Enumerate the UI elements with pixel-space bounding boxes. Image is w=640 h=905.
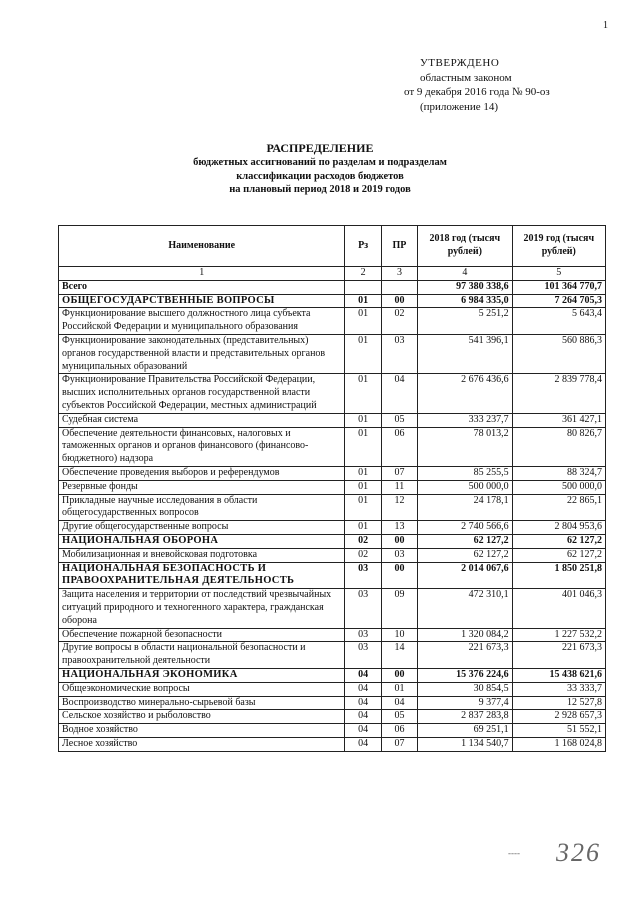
row-value-2019: 7 264 705,3 [512, 294, 605, 308]
stamp-dash: ---- [508, 848, 520, 858]
table-row [59, 466, 606, 480]
row-value-2018: 500 000,0 [418, 480, 512, 494]
row-value-2018: 1 134 540,7 [418, 737, 512, 751]
row-pr: 07 [381, 737, 417, 751]
table-section-row [59, 294, 606, 308]
table-section-row [59, 562, 606, 589]
row-rz: 04 [345, 737, 381, 751]
table-row [59, 280, 606, 294]
table-row [59, 696, 606, 710]
row-pr: 14 [381, 642, 417, 669]
table-row [59, 413, 606, 427]
row-value-2019: 15 438 621,6 [512, 668, 605, 682]
column-number: 5 [512, 267, 605, 281]
row-name: Водное хозяйство [59, 724, 345, 738]
row-name: Функционирование Правительства Российской Федерации, высших исполнительных органов государственной власти субъектов Российской Федерации, местных администраций [59, 374, 345, 413]
table-row [59, 710, 606, 724]
row-rz: 02 [345, 548, 381, 562]
page-number: 1 [603, 20, 608, 31]
row-rz: 04 [345, 668, 381, 682]
row-name: НАЦИОНАЛЬНАЯ БЕЗОПАСНОСТЬ И ПРАВООХРАНИТЕЛЬНАЯ ДЕЯТЕЛЬНОСТЬ [59, 562, 345, 589]
table-row [59, 589, 606, 628]
row-pr: 00 [381, 534, 417, 548]
row-value-2018: 333 237,7 [418, 413, 512, 427]
row-pr: 12 [381, 494, 417, 521]
row-value-2019: 2 928 657,3 [512, 710, 605, 724]
row-pr: 01 [381, 682, 417, 696]
row-rz: 03 [345, 642, 381, 669]
row-name: ОБЩЕГОСУДАРСТВЕННЫЕ ВОПРОСЫ [59, 294, 345, 308]
table-section-row [59, 534, 606, 548]
row-value-2019: 1 227 532,2 [512, 628, 605, 642]
table-row [59, 642, 606, 669]
row-value-2019: 2 804 953,6 [512, 521, 605, 535]
row-value-2019: 361 427,1 [512, 413, 605, 427]
row-rz: 04 [345, 724, 381, 738]
table-body [59, 280, 606, 751]
row-value-2018: 541 396,1 [418, 334, 512, 373]
row-pr: 10 [381, 628, 417, 642]
row-value-2018: 2 676 436,6 [418, 374, 512, 413]
table-row [59, 628, 606, 642]
row-pr: 11 [381, 480, 417, 494]
row-value-2018: 24 178,1 [418, 494, 512, 521]
header-pr: ПР [381, 226, 417, 267]
row-name: Другие общегосударственные вопросы [59, 521, 345, 535]
row-pr: 02 [381, 308, 417, 335]
row-value-2019: 401 046,3 [512, 589, 605, 628]
row-value-2019: 80 826,7 [512, 427, 605, 466]
table-row [59, 724, 606, 738]
row-pr: 07 [381, 466, 417, 480]
row-value-2019: 2 839 778,4 [512, 374, 605, 413]
column-number: 3 [381, 267, 417, 281]
row-value-2019: 62 127,2 [512, 548, 605, 562]
row-name: Мобилизационная и вневойсковая подготовка [59, 548, 345, 562]
row-value-2018: 6 984 335,0 [418, 294, 512, 308]
table-row [59, 494, 606, 521]
table-row [59, 374, 606, 413]
row-pr: 03 [381, 548, 417, 562]
row-value-2018: 78 013,2 [418, 427, 512, 466]
row-value-2019: 33 333,7 [512, 682, 605, 696]
row-value-2018: 1 320 084,2 [418, 628, 512, 642]
row-rz: 01 [345, 480, 381, 494]
row-rz: 01 [345, 494, 381, 521]
row-value-2018: 472 310,1 [418, 589, 512, 628]
approval-block [404, 56, 550, 114]
row-value-2019: 62 127,2 [512, 534, 605, 548]
row-pr: 00 [381, 562, 417, 589]
row-value-2019: 500 000,0 [512, 480, 605, 494]
row-value-2018: 2 014 067,6 [418, 562, 512, 589]
row-pr: 04 [381, 696, 417, 710]
row-value-2019: 22 865,1 [512, 494, 605, 521]
row-value-2018: 62 127,2 [418, 548, 512, 562]
header-2019: 2019 год (тысяч рублей) [512, 226, 605, 267]
row-value-2019: 221 673,3 [512, 642, 605, 669]
column-number-row [59, 267, 606, 281]
row-rz: 03 [345, 589, 381, 628]
row-value-2018: 85 255,5 [418, 466, 512, 480]
row-name: Обеспечение проведения выборов и референдумов [59, 466, 345, 480]
table-row [59, 334, 606, 373]
row-value-2018: 97 380 338,6 [418, 280, 512, 294]
header-name: Наименование [59, 226, 345, 267]
row-name: Функционирование высшего должностного лица субъекта Российской Федерации и муниципального образования [59, 308, 345, 335]
document-title [0, 140, 640, 197]
row-rz: 01 [345, 466, 381, 480]
row-value-2019: 51 552,1 [512, 724, 605, 738]
row-rz: 01 [345, 521, 381, 535]
row-name: Всего [59, 280, 345, 294]
row-value-2018: 62 127,2 [418, 534, 512, 548]
row-rz: 01 [345, 427, 381, 466]
title-line: бюджетных ассигнований по разделам и подразделам [193, 157, 447, 168]
row-pr: 06 [381, 724, 417, 738]
row-rz: 01 [345, 308, 381, 335]
row-rz: 03 [345, 562, 381, 589]
table-row [59, 682, 606, 696]
row-pr: 00 [381, 294, 417, 308]
table-header-row [59, 226, 606, 267]
row-rz: 01 [345, 374, 381, 413]
row-value-2019: 1 168 024,8 [512, 737, 605, 751]
row-name: Прикладные научные исследования в области общегосударственных вопросов [59, 494, 345, 521]
row-name: НАЦИОНАЛЬНАЯ ЭКОНОМИКА [59, 668, 345, 682]
row-value-2019: 1 850 251,8 [512, 562, 605, 589]
row-value-2019: 12 527,8 [512, 696, 605, 710]
row-pr: 09 [381, 589, 417, 628]
title-line: классификации расходов бюджетов [236, 170, 404, 182]
row-name: Другие вопросы в области национальной безопасности и правоохранительной деятельности [59, 642, 345, 669]
row-pr: 06 [381, 427, 417, 466]
row-value-2018: 2 740 566,6 [418, 521, 512, 535]
row-value-2018: 9 377,4 [418, 696, 512, 710]
row-pr: 05 [381, 710, 417, 724]
row-name: НАЦИОНАЛЬНАЯ ОБОРОНА [59, 534, 345, 548]
row-rz: 03 [345, 628, 381, 642]
row-rz: 02 [345, 534, 381, 548]
row-name: Сельское хозяйство и рыболовство [59, 710, 345, 724]
row-rz: 01 [345, 334, 381, 373]
row-pr: 00 [381, 668, 417, 682]
row-value-2018: 30 854,5 [418, 682, 512, 696]
row-rz: 01 [345, 413, 381, 427]
row-name: Лесное хозяйство [59, 737, 345, 751]
approval-line: УТВЕРЖДЕНО [420, 57, 500, 69]
row-name: Судебная система [59, 413, 345, 427]
row-value-2018: 69 251,1 [418, 724, 512, 738]
budget-table [58, 225, 606, 752]
table-row [59, 737, 606, 751]
row-value-2018: 2 837 283,8 [418, 710, 512, 724]
row-value-2019: 88 324,7 [512, 466, 605, 480]
column-number: 4 [418, 267, 512, 281]
row-name: Обеспечение деятельности финансовых, налоговых и таможенных органов и органов финансового (финансово-бюджетного) надзора [59, 427, 345, 466]
row-name: Обеспечение пожарной безопасности [59, 628, 345, 642]
row-value-2019: 560 886,3 [512, 334, 605, 373]
row-rz: 04 [345, 710, 381, 724]
table-section-row [59, 668, 606, 682]
approval-line: областным законом [420, 71, 512, 84]
row-rz [345, 280, 381, 294]
title-heading: РАСПРЕДЕЛЕНИЕ [266, 141, 374, 155]
table-row [59, 521, 606, 535]
row-pr: 03 [381, 334, 417, 373]
table-row [59, 308, 606, 335]
row-pr: 13 [381, 521, 417, 535]
column-number: 2 [345, 267, 381, 281]
row-name: Защита населения и территории от последствий чрезвычайных ситуаций природного и техногенного характера, гражданская оборона [59, 589, 345, 628]
approval-line: (приложение 14) [420, 100, 499, 113]
header-2018: 2018 год (тысяч рублей) [418, 226, 512, 267]
table-row [59, 548, 606, 562]
table-row [59, 427, 606, 466]
row-pr: 05 [381, 413, 417, 427]
header-rz: Рз [345, 226, 381, 267]
row-pr: 04 [381, 374, 417, 413]
row-value-2019: 101 364 770,7 [512, 280, 605, 294]
row-name: Резервные фонды [59, 480, 345, 494]
title-line: на плановый период 2018 и 2019 годов [229, 184, 411, 195]
row-pr [381, 280, 417, 294]
row-rz: 04 [345, 696, 381, 710]
row-value-2019: 5 643,4 [512, 308, 605, 335]
approval-line: от 9 декабря 2016 года № 90-оз [404, 86, 550, 98]
column-number: 1 [59, 267, 345, 281]
row-name: Воспроизводство минерально-сырьевой базы [59, 696, 345, 710]
row-name: Общеэкономические вопросы [59, 682, 345, 696]
row-rz: 01 [345, 294, 381, 308]
row-value-2018: 221 673,3 [418, 642, 512, 669]
row-name: Функционирование законодательных (представительных) органов государственной власти и представительных органов муниципальных образований [59, 334, 345, 373]
row-value-2018: 5 251,2 [418, 308, 512, 335]
table-row [59, 480, 606, 494]
page-stamp: 326 [556, 838, 601, 867]
row-value-2018: 15 376 224,6 [418, 668, 512, 682]
row-rz: 04 [345, 682, 381, 696]
